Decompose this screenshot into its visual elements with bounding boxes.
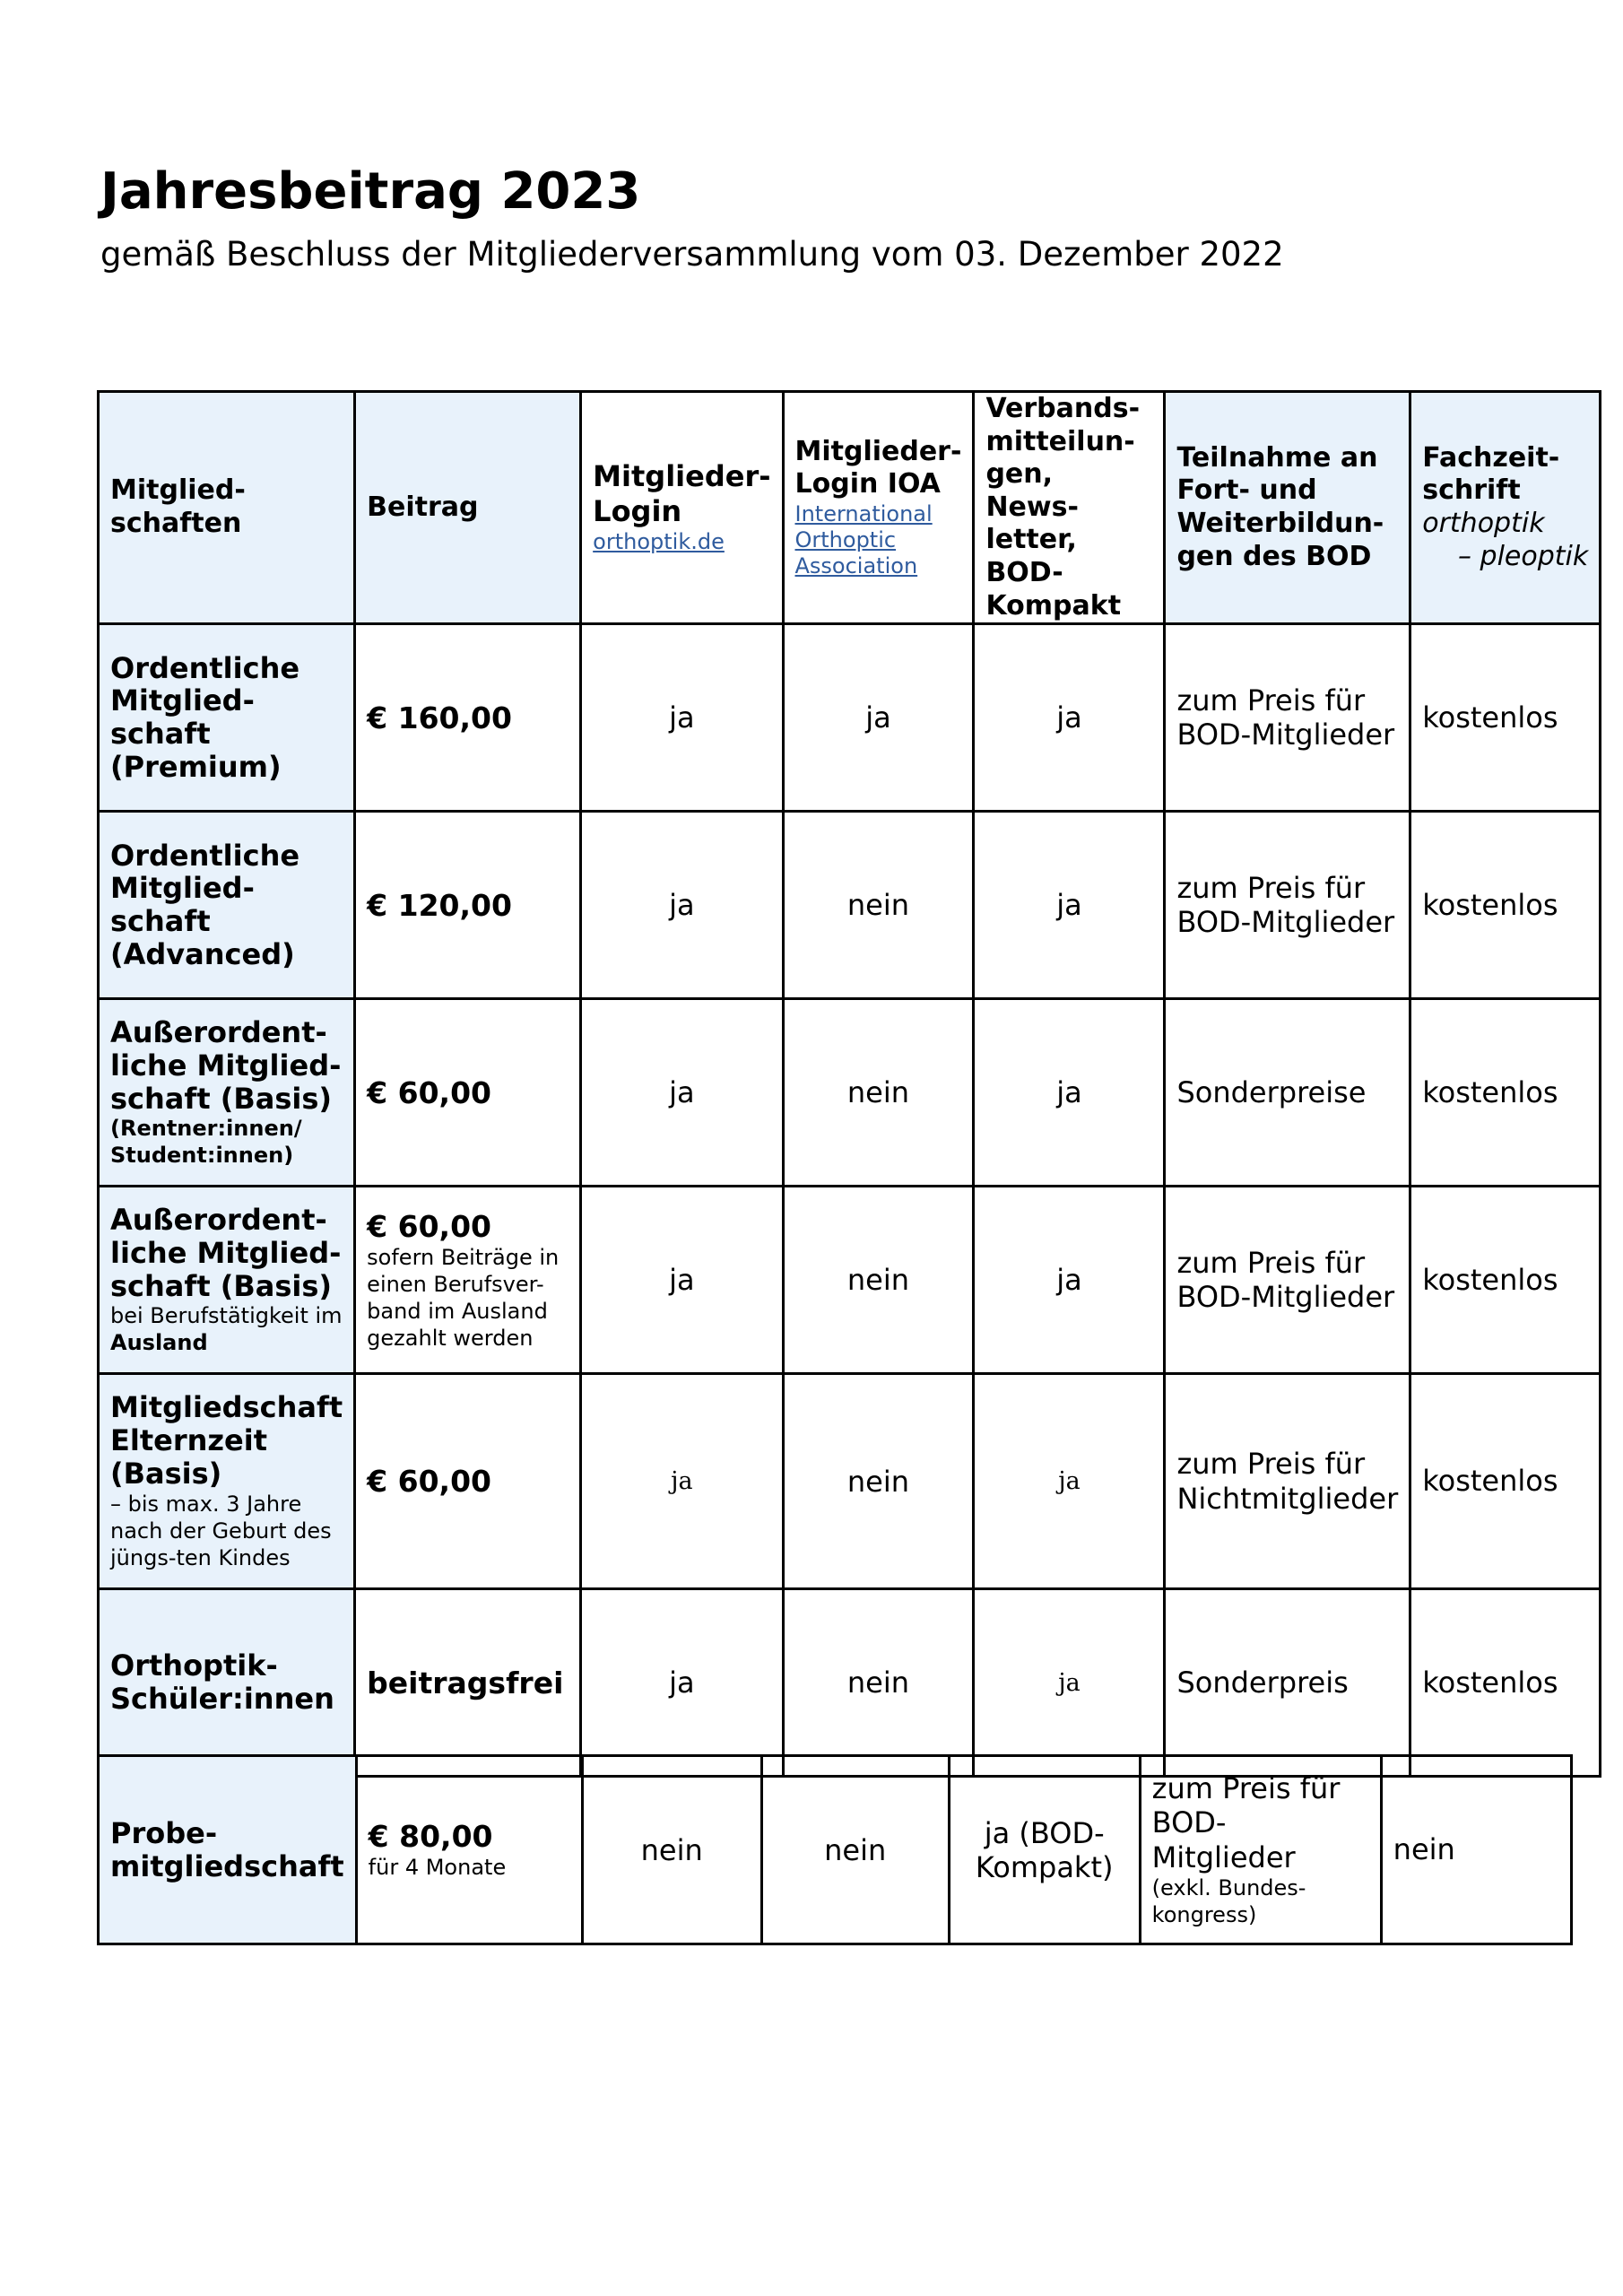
training-cell (1140, 1756, 1381, 1944)
training-cell: zum Preis für BOD-Mitglieder (1165, 1187, 1410, 1374)
header-login-label: Mitglieder-Login (593, 459, 771, 529)
journal-cell: kostenlos (1410, 812, 1601, 999)
fee-value: € 60,00 (367, 1464, 492, 1500)
header-journal-label: Fachzeit-schrift (1422, 441, 1560, 507)
login-cell: ja (581, 1589, 783, 1777)
header-ioa-label: Mitglieder-Login IOA (794, 435, 962, 500)
fee-cell (355, 999, 581, 1187)
journal-cell: kostenlos (1410, 624, 1601, 812)
ioa-cell: nein (783, 1187, 974, 1374)
membership-label: Mitgliedschaft Elternzeit (Basis) (110, 1390, 343, 1492)
page-subtitle: gemäß Beschluss der Mitgliederversammlung vom 03. Dezember 2022 (100, 235, 1284, 274)
trial-membership-table (97, 1754, 1573, 1945)
fee-value: € 120,00 (367, 887, 512, 923)
fee-table (97, 390, 1601, 1778)
membership-name (99, 1756, 357, 1944)
header-fee-label: Beitrag (367, 491, 479, 523)
ioa-cell: nein (783, 812, 974, 999)
table-row (99, 624, 1601, 812)
login-cell: nein (582, 1756, 761, 1944)
fee-note: sofern Beiträge in einen Berufsver-band im Ausland gezahlt werden (367, 1244, 560, 1351)
fee-cell (355, 812, 581, 999)
login-cell: ja (581, 1374, 783, 1589)
header-newsletter-label: Verbands-mitteilun-gen, News-letter, BOD-Kompakt (985, 393, 1141, 622)
membership-label: Außerordent-liche Mitglied-schaft (Basis) (110, 1014, 342, 1116)
table-row (99, 1374, 1601, 1589)
journal-name-2: – pleoptik (1457, 540, 1589, 572)
fee-cell (355, 624, 581, 812)
training-label: zum Preis für BOD-Mitglieder (1151, 1770, 1341, 1874)
training-note: (exkl. Bundes-kongress) (1151, 1875, 1306, 1928)
newsletter-cell: ja (974, 1187, 1165, 1374)
training-cell: Sonderpreise (1165, 999, 1410, 1187)
membership-note-bold: Ausland (110, 1330, 208, 1356)
fee-value: € 60,00 (367, 1074, 492, 1110)
membership-label: Probe-mitgliedschaft (110, 1815, 344, 1883)
header-membership (99, 392, 355, 624)
membership-label: Ordentliche Mitglied-schaft (Advanced) (110, 838, 300, 971)
fee-cell (355, 1589, 581, 1777)
table-header-row (99, 392, 1601, 624)
membership-name (99, 1187, 355, 1374)
newsletter-cell: ja (974, 1589, 1165, 1777)
membership-name (99, 1589, 355, 1777)
fee-cell (355, 1374, 581, 1589)
journal-cell: nein (1381, 1756, 1571, 1944)
membership-note: – bis max. 3 Jahre nach der Geburt des jüngs-ten Kindes (110, 1491, 332, 1570)
journal-cell: kostenlos (1410, 1374, 1601, 1589)
header-login (581, 392, 783, 624)
training-cell: Sonderpreis (1165, 1589, 1410, 1777)
journal-cell: kostenlos (1410, 1187, 1601, 1374)
table-row (99, 1589, 1601, 1777)
newsletter-cell: ja (974, 624, 1165, 812)
login-cell: ja (581, 812, 783, 999)
ioa-cell: nein (783, 1589, 974, 1777)
newsletter-cell: ja (974, 1374, 1165, 1589)
fee-cell (356, 1756, 582, 1944)
fee-cell (355, 1187, 581, 1374)
login-cell: ja (581, 1187, 783, 1374)
journal-cell: kostenlos (1410, 1589, 1601, 1777)
ioa-cell: nein (783, 1374, 974, 1589)
newsletter-cell: ja (974, 999, 1165, 1187)
table-row (99, 1187, 1601, 1374)
membership-name (99, 999, 355, 1187)
membership-note: (Rentner:innen/ Student:innen) (110, 1116, 302, 1169)
header-newsletter (974, 392, 1165, 624)
membership-name (99, 812, 355, 999)
header-training (1165, 392, 1410, 624)
membership-name (99, 1374, 355, 1589)
header-fee (355, 392, 581, 624)
membership-note (110, 1302, 343, 1356)
login-cell: ja (581, 624, 783, 812)
membership-label: Orthoptik-Schüler:innen (110, 1648, 334, 1717)
table-row (99, 812, 1601, 999)
membership-note-text: bei Berufstätigkeit im (110, 1303, 343, 1329)
newsletter-cell: ja (974, 812, 1165, 999)
newsletter-cell: ja (BOD-Kompakt) (949, 1756, 1140, 1944)
table-row (99, 1756, 1572, 1944)
training-cell: zum Preis für BOD-Mitglieder (1165, 812, 1410, 999)
header-journal (1410, 392, 1601, 624)
ioa-cell: nein (783, 999, 974, 1187)
fee-note: für 4 Monate (368, 1855, 507, 1880)
fee-value: beitragsfrei (367, 1665, 564, 1700)
journal-name-1: orthoptik (1422, 508, 1545, 540)
table-row (99, 999, 1601, 1187)
ioa-cell: ja (783, 624, 974, 812)
login-cell: ja (581, 999, 783, 1187)
training-cell: zum Preis für BOD-Mitglieder (1165, 624, 1410, 812)
header-ioa-login (783, 392, 974, 624)
orthoptik-link[interactable]: orthoptik.de (593, 529, 725, 555)
header-membership-label: Mitglied-schaften (110, 474, 246, 540)
fee-value: € 60,00 (367, 1208, 492, 1244)
journal-cell: kostenlos (1410, 999, 1601, 1187)
fee-value: € 160,00 (367, 700, 512, 735)
membership-label: Ordentliche Mitglied-schaft (Premium) (110, 650, 300, 784)
header-training-label: Teilnahme an Fort- und Weiterbildun-gen des BOD (1176, 441, 1384, 572)
ioa-link[interactable]: International Orthoptic Association (794, 500, 933, 579)
fee-value: € 80,00 (368, 1819, 493, 1854)
membership-name (99, 624, 355, 812)
training-cell: zum Preis für Nichtmitglieder (1165, 1374, 1410, 1589)
ioa-cell: nein (761, 1756, 949, 1944)
membership-label: Außerordent-liche Mitglied-schaft (Basis) (110, 1202, 342, 1303)
page-title: Jahresbeitrag 2023 (100, 162, 641, 221)
